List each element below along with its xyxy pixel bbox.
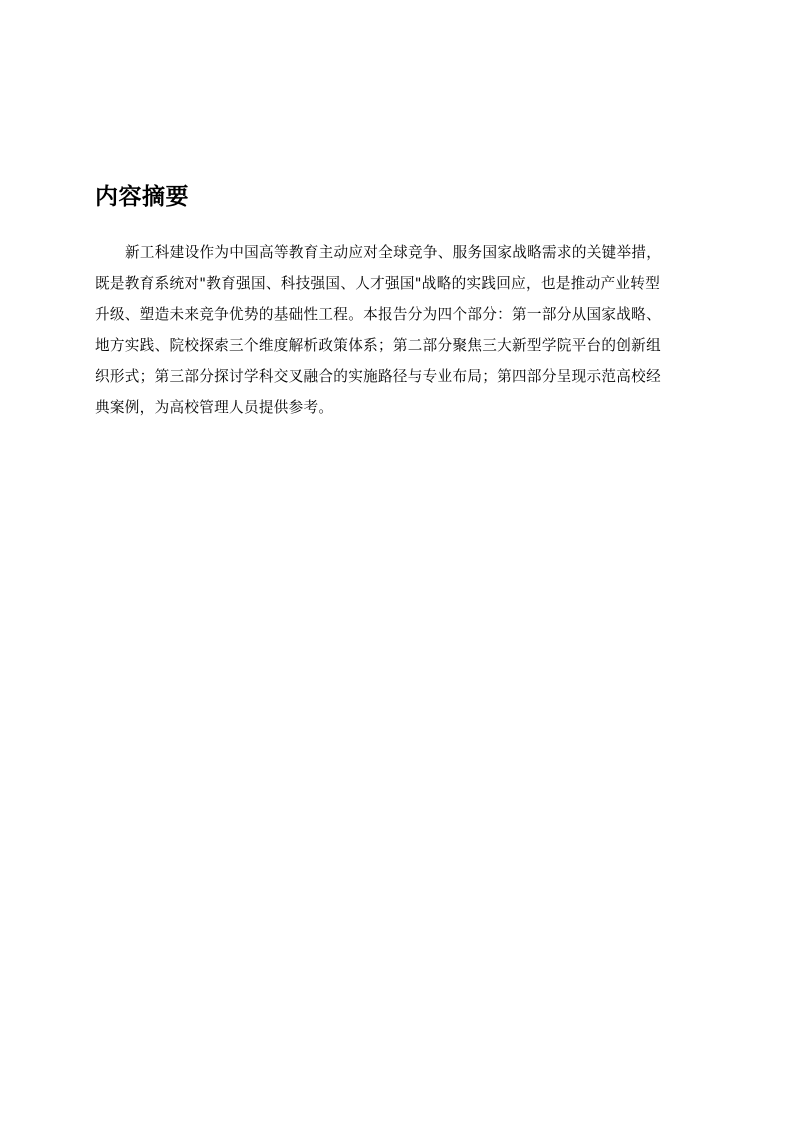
abstract-heading: 内容摘要 [95,184,189,210]
abstract-line: 升级、塑造未来竞争优势的基础性工程。本报告分为四个部分：第一部分从国家战略、 [95,306,661,323]
abstract-line: 典案例，为高校管理人员提供参考。 [95,399,334,416]
abstract-line: 织形式；第三部分探讨学科交叉融合的实施路径与专业布局；第四部分呈现示范高校经 [95,368,661,385]
abstract-paragraph [95,243,700,429]
abstract-line: 新工科建设作为中国高等教育主动应对全球竞争、服务国家战略需求的关键举措， [125,244,662,261]
abstract-line: 地方实践、院校探索三个维度解析政策体系；第二部分聚焦三大新型学院平台的创新组 [95,337,661,354]
abstract-line: 既是教育系统对"教育强国、科技强国、人才强国"战略的实践回应，也是推动产业转型 [95,275,661,292]
